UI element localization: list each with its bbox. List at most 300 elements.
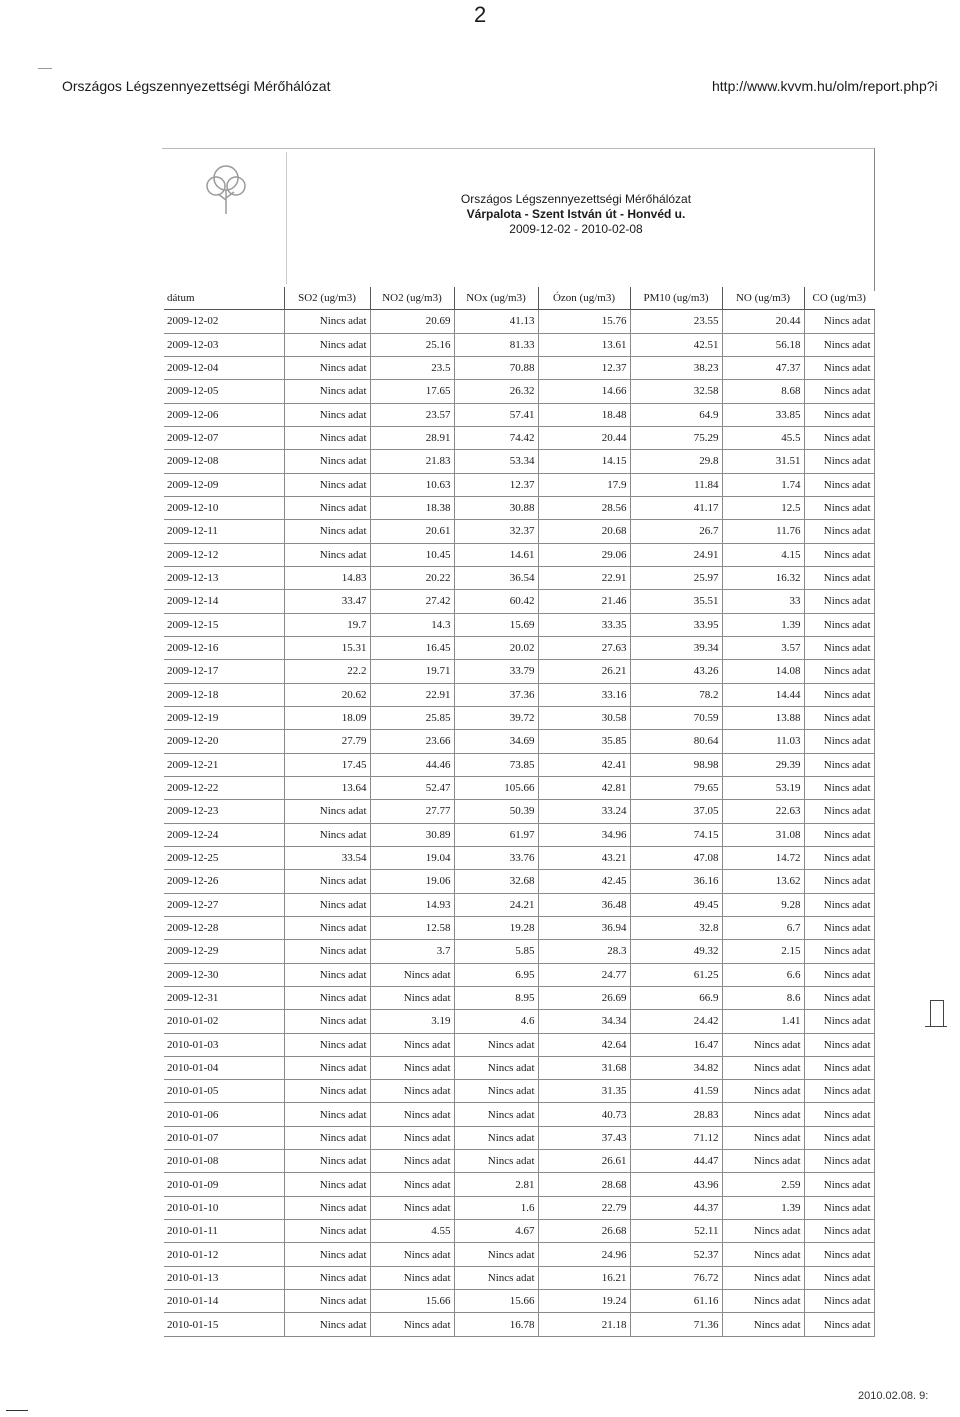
value-cell: 25.97 xyxy=(630,566,722,589)
date-cell: 2009-12-16 xyxy=(164,636,284,659)
value-cell: Nincs adat xyxy=(284,1290,370,1313)
value-cell: 3.57 xyxy=(722,636,804,659)
value-cell: Nincs adat xyxy=(804,590,874,613)
value-cell: 4.55 xyxy=(370,1220,454,1243)
value-cell: 31.68 xyxy=(538,1056,630,1079)
value-cell: 1.41 xyxy=(722,1010,804,1033)
value-cell: Nincs adat xyxy=(284,986,370,1009)
date-cell: 2009-12-29 xyxy=(164,940,284,963)
value-cell: Nincs adat xyxy=(804,1056,874,1079)
value-cell: 80.64 xyxy=(630,730,722,753)
value-cell: 13.61 xyxy=(538,333,630,356)
value-cell: 50.39 xyxy=(454,800,538,823)
date-cell: 2009-12-21 xyxy=(164,753,284,776)
tree-logo-icon xyxy=(198,160,254,216)
top-left-rule xyxy=(38,68,52,69)
print-header-title: Országos Légszennyezettségi Mérőhálózat xyxy=(62,78,331,94)
table-row xyxy=(164,450,874,473)
value-cell: 26.32 xyxy=(454,380,538,403)
date-cell: 2010-01-04 xyxy=(164,1056,284,1079)
value-cell: 24.96 xyxy=(538,1243,630,1266)
value-cell: 19.7 xyxy=(284,613,370,636)
date-cell: 2009-12-14 xyxy=(164,590,284,613)
value-cell: 31.35 xyxy=(538,1080,630,1103)
value-cell: 28.83 xyxy=(630,1103,722,1126)
value-cell: Nincs adat xyxy=(804,543,874,566)
value-cell: Nincs adat xyxy=(804,986,874,1009)
value-cell: 21.18 xyxy=(538,1313,630,1336)
value-cell: Nincs adat xyxy=(804,940,874,963)
value-cell: Nincs adat xyxy=(284,823,370,846)
value-cell: 49.32 xyxy=(630,940,722,963)
table-row xyxy=(164,1266,874,1289)
value-cell: Nincs adat xyxy=(804,1080,874,1103)
value-cell: 35.51 xyxy=(630,590,722,613)
value-cell: Nincs adat xyxy=(804,403,874,426)
value-cell: 64.9 xyxy=(630,403,722,426)
date-cell: 2009-12-03 xyxy=(164,333,284,356)
value-cell: 70.88 xyxy=(454,356,538,379)
value-cell: Nincs adat xyxy=(284,496,370,519)
table-row xyxy=(164,1290,874,1313)
value-cell: 33.85 xyxy=(722,403,804,426)
date-cell: 2010-01-02 xyxy=(164,1010,284,1033)
value-cell: Nincs adat xyxy=(804,1126,874,1149)
value-cell: 19.71 xyxy=(370,660,454,683)
table-body xyxy=(164,310,874,1336)
value-cell: 39.72 xyxy=(454,706,538,729)
value-cell: Nincs adat xyxy=(804,776,874,799)
value-cell: 1.74 xyxy=(722,473,804,496)
column-header: PM10 (ug/m3) xyxy=(630,287,722,310)
column-header: NO (ug/m3) xyxy=(722,287,804,310)
value-cell: 14.66 xyxy=(538,380,630,403)
value-cell: Nincs adat xyxy=(804,450,874,473)
value-cell: Nincs adat xyxy=(454,1056,538,1079)
value-cell: 29.06 xyxy=(538,543,630,566)
value-cell: 6.7 xyxy=(722,916,804,939)
value-cell: 39.34 xyxy=(630,636,722,659)
value-cell: Nincs adat xyxy=(284,893,370,916)
value-cell: 33 xyxy=(722,590,804,613)
value-cell: 22.63 xyxy=(722,800,804,823)
value-cell: 31.08 xyxy=(722,823,804,846)
value-cell: Nincs adat xyxy=(722,1056,804,1079)
network-logo xyxy=(168,152,287,284)
value-cell: Nincs adat xyxy=(804,613,874,636)
value-cell: Nincs adat xyxy=(370,963,454,986)
value-cell: 33.35 xyxy=(538,613,630,636)
value-cell: Nincs adat xyxy=(804,753,874,776)
value-cell: 29.39 xyxy=(722,753,804,776)
value-cell: 70.59 xyxy=(630,706,722,729)
value-cell: Nincs adat xyxy=(284,1196,370,1219)
value-cell: 23.57 xyxy=(370,403,454,426)
date-cell: 2009-12-25 xyxy=(164,846,284,869)
value-cell: 12.5 xyxy=(722,496,804,519)
value-cell: 34.96 xyxy=(538,823,630,846)
value-cell: Nincs adat xyxy=(370,1126,454,1149)
date-cell: 2010-01-07 xyxy=(164,1126,284,1149)
value-cell: 6.6 xyxy=(722,963,804,986)
column-header: Ózon (ug/m3) xyxy=(538,287,630,310)
value-cell: Nincs adat xyxy=(284,1150,370,1173)
date-cell: 2010-01-05 xyxy=(164,1080,284,1103)
date-cell: 2009-12-05 xyxy=(164,380,284,403)
value-cell: 27.79 xyxy=(284,730,370,753)
table-row xyxy=(164,1056,874,1079)
value-cell: 8.95 xyxy=(454,986,538,1009)
value-cell: 98.98 xyxy=(630,753,722,776)
value-cell: 5.85 xyxy=(454,940,538,963)
value-cell: Nincs adat xyxy=(284,940,370,963)
value-cell: 56.18 xyxy=(722,333,804,356)
value-cell: 18.48 xyxy=(538,403,630,426)
value-cell: 11.76 xyxy=(722,520,804,543)
print-footer-date: 2010.02.08. 9: xyxy=(858,1390,929,1402)
value-cell: 11.03 xyxy=(722,730,804,753)
value-cell: 53.34 xyxy=(454,450,538,473)
value-cell: 42.51 xyxy=(630,333,722,356)
value-cell: Nincs adat xyxy=(804,520,874,543)
value-cell: 27.63 xyxy=(538,636,630,659)
value-cell: 24.77 xyxy=(538,963,630,986)
date-cell: 2009-12-27 xyxy=(164,893,284,916)
value-cell: Nincs adat xyxy=(722,1243,804,1266)
value-cell: 20.22 xyxy=(370,566,454,589)
value-cell: Nincs adat xyxy=(284,1173,370,1196)
value-cell: 34.82 xyxy=(630,1056,722,1079)
table-row xyxy=(164,940,874,963)
value-cell: 33.95 xyxy=(630,613,722,636)
value-cell: Nincs adat xyxy=(284,356,370,379)
value-cell: Nincs adat xyxy=(370,1150,454,1173)
date-cell: 2010-01-09 xyxy=(164,1173,284,1196)
value-cell: 10.45 xyxy=(370,543,454,566)
date-cell: 2009-12-11 xyxy=(164,520,284,543)
date-cell: 2009-12-08 xyxy=(164,450,284,473)
value-cell: 19.28 xyxy=(454,916,538,939)
value-cell: 76.72 xyxy=(630,1266,722,1289)
value-cell: 42.45 xyxy=(538,870,630,893)
value-cell: Nincs adat xyxy=(284,800,370,823)
value-cell: Nincs adat xyxy=(454,1103,538,1126)
value-cell: Nincs adat xyxy=(722,1266,804,1289)
value-cell: Nincs adat xyxy=(284,1313,370,1336)
value-cell: 57.41 xyxy=(454,403,538,426)
table-row xyxy=(164,776,874,799)
value-cell: 14.3 xyxy=(370,613,454,636)
value-cell: Nincs adat xyxy=(804,1243,874,1266)
value-cell: 16.21 xyxy=(538,1266,630,1289)
value-cell: 22.91 xyxy=(538,566,630,589)
table-row xyxy=(164,310,874,333)
table-row xyxy=(164,520,874,543)
table-row xyxy=(164,1080,874,1103)
value-cell: Nincs adat xyxy=(454,1150,538,1173)
value-cell: Nincs adat xyxy=(454,1266,538,1289)
value-cell: 17.9 xyxy=(538,473,630,496)
value-cell: 42.81 xyxy=(538,776,630,799)
value-cell: Nincs adat xyxy=(722,1290,804,1313)
value-cell: Nincs adat xyxy=(284,1243,370,1266)
value-cell: 14.83 xyxy=(284,566,370,589)
value-cell: Nincs adat xyxy=(804,1173,874,1196)
value-cell: 12.37 xyxy=(454,473,538,496)
table-row xyxy=(164,660,874,683)
value-cell: 44.46 xyxy=(370,753,454,776)
value-cell: Nincs adat xyxy=(804,473,874,496)
value-cell: 6.95 xyxy=(454,963,538,986)
table-row xyxy=(164,380,874,403)
date-cell: 2009-12-10 xyxy=(164,496,284,519)
value-cell: 66.9 xyxy=(630,986,722,1009)
date-cell: 2010-01-06 xyxy=(164,1103,284,1126)
date-cell: 2009-12-24 xyxy=(164,823,284,846)
value-cell: 19.24 xyxy=(538,1290,630,1313)
value-cell: Nincs adat xyxy=(722,1150,804,1173)
value-cell: 20.02 xyxy=(454,636,538,659)
value-cell: Nincs adat xyxy=(454,1080,538,1103)
binding-mark xyxy=(930,1000,944,1027)
value-cell: 33.79 xyxy=(454,660,538,683)
report-titles xyxy=(296,192,856,237)
value-cell: 41.59 xyxy=(630,1080,722,1103)
date-cell: 2010-01-10 xyxy=(164,1196,284,1219)
date-cell: 2009-12-12 xyxy=(164,543,284,566)
value-cell: Nincs adat xyxy=(804,1033,874,1056)
value-cell: 8.68 xyxy=(722,380,804,403)
value-cell: 30.89 xyxy=(370,823,454,846)
value-cell: 52.47 xyxy=(370,776,454,799)
column-header: CO (ug/m3) xyxy=(804,287,874,310)
value-cell: Nincs adat xyxy=(284,310,370,333)
value-cell: 16.45 xyxy=(370,636,454,659)
date-cell: 2010-01-14 xyxy=(164,1290,284,1313)
value-cell: 10.63 xyxy=(370,473,454,496)
table-row xyxy=(164,1103,874,1126)
bottom-left-rule xyxy=(6,1410,28,1411)
value-cell: 24.21 xyxy=(454,893,538,916)
value-cell: 71.12 xyxy=(630,1126,722,1149)
value-cell: 41.17 xyxy=(630,496,722,519)
date-cell: 2009-12-23 xyxy=(164,800,284,823)
value-cell: 22.91 xyxy=(370,683,454,706)
value-cell: 22.79 xyxy=(538,1196,630,1219)
table-row xyxy=(164,356,874,379)
value-cell: Nincs adat xyxy=(804,800,874,823)
value-cell: 4.67 xyxy=(454,1220,538,1243)
value-cell: 36.16 xyxy=(630,870,722,893)
value-cell: 26.69 xyxy=(538,986,630,1009)
value-cell: Nincs adat xyxy=(284,543,370,566)
value-cell: 44.47 xyxy=(630,1150,722,1173)
value-cell: 23.55 xyxy=(630,310,722,333)
value-cell: Nincs adat xyxy=(370,1313,454,1336)
value-cell: 74.42 xyxy=(454,426,538,449)
value-cell: Nincs adat xyxy=(370,1033,454,1056)
table-row xyxy=(164,1313,874,1336)
value-cell: Nincs adat xyxy=(804,1010,874,1033)
value-cell: 52.11 xyxy=(630,1220,722,1243)
value-cell: 42.41 xyxy=(538,753,630,776)
value-cell: 35.85 xyxy=(538,730,630,753)
table-row xyxy=(164,893,874,916)
value-cell: 79.65 xyxy=(630,776,722,799)
value-cell: 34.34 xyxy=(538,1010,630,1033)
value-cell: 28.68 xyxy=(538,1173,630,1196)
value-cell: 18.09 xyxy=(284,706,370,729)
table-row xyxy=(164,986,874,1009)
column-header-date: dátum xyxy=(164,287,284,310)
value-cell: 49.45 xyxy=(630,893,722,916)
value-cell: Nincs adat xyxy=(804,683,874,706)
value-cell: Nincs adat xyxy=(284,1010,370,1033)
value-cell: 20.69 xyxy=(370,310,454,333)
value-cell: 14.93 xyxy=(370,893,454,916)
value-cell: 16.78 xyxy=(454,1313,538,1336)
date-cell: 2009-12-04 xyxy=(164,356,284,379)
value-cell: 25.16 xyxy=(370,333,454,356)
value-cell: 60.42 xyxy=(454,590,538,613)
value-cell: Nincs adat xyxy=(284,1080,370,1103)
table-row xyxy=(164,823,874,846)
table-row xyxy=(164,706,874,729)
value-cell: 19.04 xyxy=(370,846,454,869)
value-cell: Nincs adat xyxy=(284,1056,370,1079)
value-cell: 29.8 xyxy=(630,450,722,473)
page-number: 2 xyxy=(474,2,487,27)
value-cell: Nincs adat xyxy=(804,496,874,519)
value-cell: Nincs adat xyxy=(370,1266,454,1289)
value-cell: 1.39 xyxy=(722,1196,804,1219)
date-cell: 2009-12-17 xyxy=(164,660,284,683)
measurement-table xyxy=(164,287,875,1337)
date-cell: 2009-12-02 xyxy=(164,310,284,333)
value-cell: Nincs adat xyxy=(284,520,370,543)
value-cell: Nincs adat xyxy=(284,473,370,496)
table-row xyxy=(164,1243,874,1266)
value-cell: 32.37 xyxy=(454,520,538,543)
date-cell: 2010-01-03 xyxy=(164,1033,284,1056)
value-cell: 38.23 xyxy=(630,356,722,379)
column-header: SO2 (ug/m3) xyxy=(284,287,370,310)
value-cell: 12.58 xyxy=(370,916,454,939)
value-cell: 15.66 xyxy=(370,1290,454,1313)
value-cell: 15.31 xyxy=(284,636,370,659)
value-cell: Nincs adat xyxy=(722,1313,804,1336)
value-cell: 22.2 xyxy=(284,660,370,683)
table-row xyxy=(164,1033,874,1056)
table-row xyxy=(164,1173,874,1196)
value-cell: Nincs adat xyxy=(804,823,874,846)
value-cell: 23.5 xyxy=(370,356,454,379)
value-cell: 4.6 xyxy=(454,1010,538,1033)
value-cell: Nincs adat xyxy=(804,846,874,869)
table-row xyxy=(164,963,874,986)
value-cell: Nincs adat xyxy=(804,356,874,379)
value-cell: 1.39 xyxy=(722,613,804,636)
value-cell: Nincs adat xyxy=(370,1173,454,1196)
table-row xyxy=(164,426,874,449)
value-cell: 11.84 xyxy=(630,473,722,496)
table-row xyxy=(164,590,874,613)
value-cell: Nincs adat xyxy=(370,1056,454,1079)
table-row xyxy=(164,1010,874,1033)
value-cell: 28.91 xyxy=(370,426,454,449)
value-cell: Nincs adat xyxy=(804,566,874,589)
value-cell: 16.32 xyxy=(722,566,804,589)
date-cell: 2009-12-19 xyxy=(164,706,284,729)
value-cell: Nincs adat xyxy=(804,730,874,753)
value-cell: Nincs adat xyxy=(284,916,370,939)
value-cell: 13.88 xyxy=(722,706,804,729)
value-cell: 26.21 xyxy=(538,660,630,683)
value-cell: Nincs adat xyxy=(804,1103,874,1126)
column-header: NO2 (ug/m3) xyxy=(370,287,454,310)
date-cell: 2010-01-08 xyxy=(164,1150,284,1173)
value-cell: Nincs adat xyxy=(804,636,874,659)
value-cell: 15.69 xyxy=(454,613,538,636)
value-cell: 37.36 xyxy=(454,683,538,706)
value-cell: 25.85 xyxy=(370,706,454,729)
value-cell: 13.62 xyxy=(722,870,804,893)
value-cell: Nincs adat xyxy=(722,1126,804,1149)
table-row xyxy=(164,1220,874,1243)
value-cell: 75.29 xyxy=(630,426,722,449)
value-cell: 9.28 xyxy=(722,893,804,916)
value-cell: 20.61 xyxy=(370,520,454,543)
value-cell: 26.68 xyxy=(538,1220,630,1243)
table-row xyxy=(164,916,874,939)
report-period: 2009-12-02 - 2010-02-08 xyxy=(509,222,643,236)
value-cell: Nincs adat xyxy=(370,1103,454,1126)
value-cell: 14.61 xyxy=(454,543,538,566)
value-cell: 36.54 xyxy=(454,566,538,589)
table-row xyxy=(164,846,874,869)
value-cell: 15.76 xyxy=(538,310,630,333)
value-cell: 21.83 xyxy=(370,450,454,473)
print-header-url: http://www.kvvm.hu/olm/report.php?i xyxy=(712,78,938,94)
value-cell: Nincs adat xyxy=(284,1266,370,1289)
value-cell: 3.19 xyxy=(370,1010,454,1033)
date-cell: 2010-01-15 xyxy=(164,1313,284,1336)
value-cell: Nincs adat xyxy=(284,450,370,473)
value-cell: Nincs adat xyxy=(370,1196,454,1219)
value-cell: 78.2 xyxy=(630,683,722,706)
value-cell: 32.58 xyxy=(630,380,722,403)
table-row xyxy=(164,800,874,823)
value-cell: 45.5 xyxy=(722,426,804,449)
value-cell: Nincs adat xyxy=(722,1033,804,1056)
value-cell: Nincs adat xyxy=(722,1220,804,1243)
date-cell: 2009-12-31 xyxy=(164,986,284,1009)
value-cell: Nincs adat xyxy=(284,1103,370,1126)
value-cell: 20.44 xyxy=(722,310,804,333)
date-cell: 2009-12-28 xyxy=(164,916,284,939)
value-cell: 43.26 xyxy=(630,660,722,683)
value-cell: Nincs adat xyxy=(804,870,874,893)
date-cell: 2009-12-30 xyxy=(164,963,284,986)
value-cell: Nincs adat xyxy=(804,333,874,356)
value-cell: 36.94 xyxy=(538,916,630,939)
value-cell: 42.64 xyxy=(538,1033,630,1056)
value-cell: 15.66 xyxy=(454,1290,538,1313)
value-cell: 14.72 xyxy=(722,846,804,869)
value-cell: Nincs adat xyxy=(804,706,874,729)
value-cell: 2.59 xyxy=(722,1173,804,1196)
value-cell: 37.05 xyxy=(630,800,722,823)
